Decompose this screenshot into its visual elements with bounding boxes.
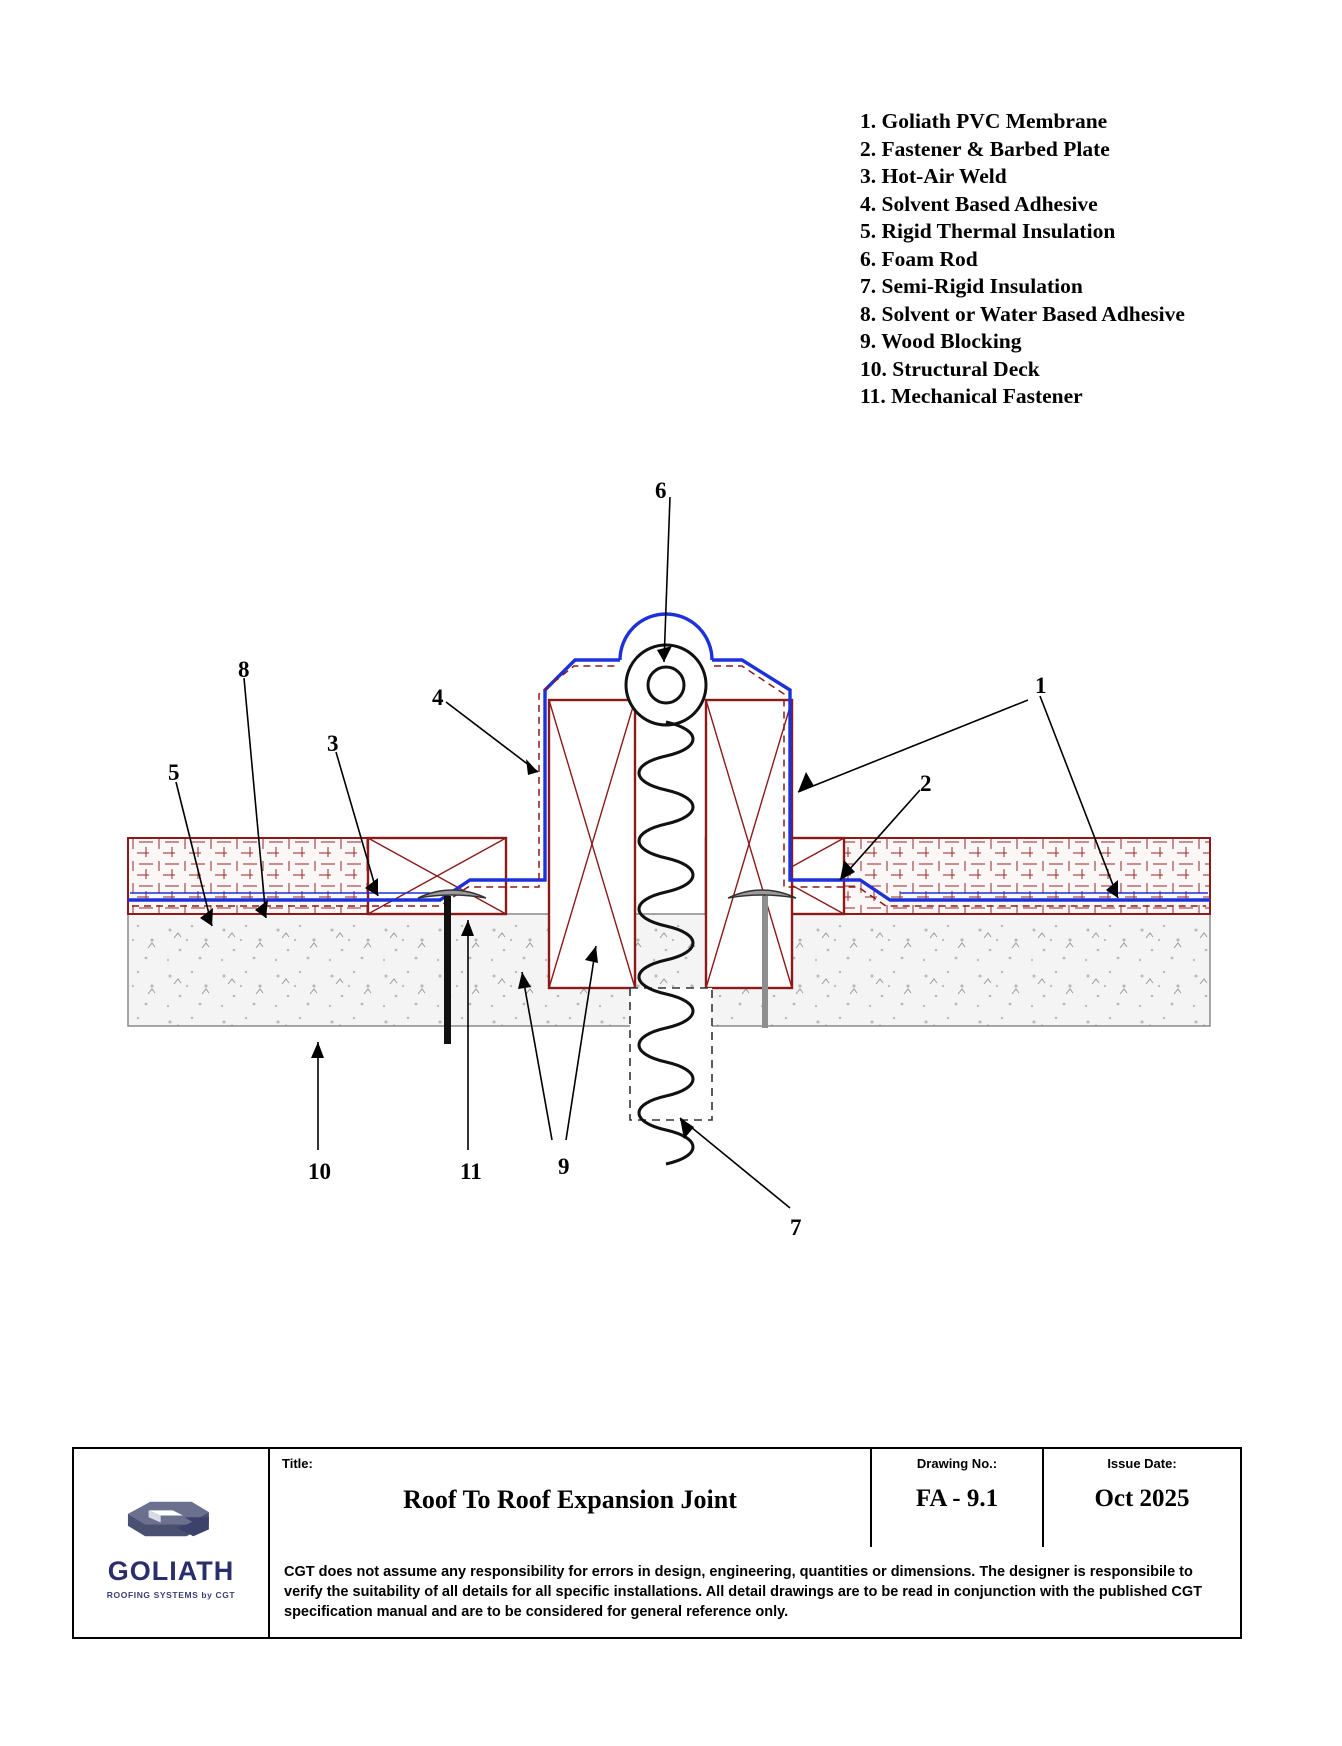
callout-10: 10 bbox=[308, 1159, 331, 1184]
disclaimer-text: CGT does not assume any responsibility for errors in design, engineering, quantities or dimensions. The designer is responsibile to verify the suitability of all details for all specific installations. All detail drawings are to be read in conjunction with the published CGT specification manual and are to be considered for general reference only. bbox=[284, 1564, 1202, 1620]
legend-item: 4. Solvent Based Adhesive bbox=[860, 191, 1098, 216]
callout-4: 4 bbox=[432, 685, 444, 710]
drawing-number-cell bbox=[872, 1449, 1044, 1547]
drawing-number-label: Drawing No.: bbox=[916, 1456, 998, 1471]
title-label: Title: bbox=[282, 1456, 313, 1471]
title-block bbox=[72, 1447, 1242, 1639]
legend-item: 11. Mechanical Fastener bbox=[860, 384, 1083, 408]
callout-8: 8 bbox=[238, 657, 250, 682]
detail-title: Roof To Roof Expansion Joint bbox=[403, 1485, 737, 1514]
legend-item: 9. Wood Blocking bbox=[860, 329, 1022, 353]
issue-date-cell bbox=[1044, 1449, 1240, 1547]
legend-item: 1. Goliath PVC Membrane bbox=[860, 109, 1108, 133]
callout-6: 6 bbox=[655, 478, 667, 503]
legend-item: 7. Semi-Rigid Insulation bbox=[860, 274, 1083, 298]
callout-7: 7 bbox=[790, 1215, 802, 1240]
legend-item: 8. Solvent or Water Based Adhesive bbox=[860, 301, 1185, 326]
drawing-number-value: FA - 9.1 bbox=[915, 1485, 999, 1512]
legend-item: 5. Rigid Thermal Insulation bbox=[860, 219, 1116, 243]
legend-item: 10. Structural Deck bbox=[860, 356, 1040, 381]
legend-item: 3. Hot-Air Weld bbox=[860, 164, 1007, 188]
callout-11: 11 bbox=[460, 1159, 482, 1184]
logo-wordmark: GOLIATH bbox=[107, 1556, 235, 1586]
callout-1: 1 bbox=[1035, 673, 1047, 698]
goliath-mark-icon bbox=[119, 1488, 223, 1550]
callout-3: 3 bbox=[327, 731, 339, 756]
legend-item: 6. Foam Rod bbox=[860, 246, 978, 271]
callout-2: 2 bbox=[920, 771, 932, 796]
title-cell bbox=[270, 1449, 872, 1547]
issue-date-value: Oct 2025 bbox=[1094, 1485, 1190, 1512]
callout-5: 5 bbox=[168, 760, 180, 785]
rigid-insulation-layer bbox=[128, 838, 1210, 914]
callout-9: 9 bbox=[558, 1154, 570, 1179]
logo-tagline: ROOFING SYSTEMS by CGT bbox=[106, 1590, 236, 1600]
legend-item: 2. Fastener & Barbed Plate bbox=[860, 136, 1110, 161]
goliath-logo bbox=[74, 1449, 270, 1639]
issue-date-label: Issue Date: bbox=[1107, 1456, 1177, 1471]
